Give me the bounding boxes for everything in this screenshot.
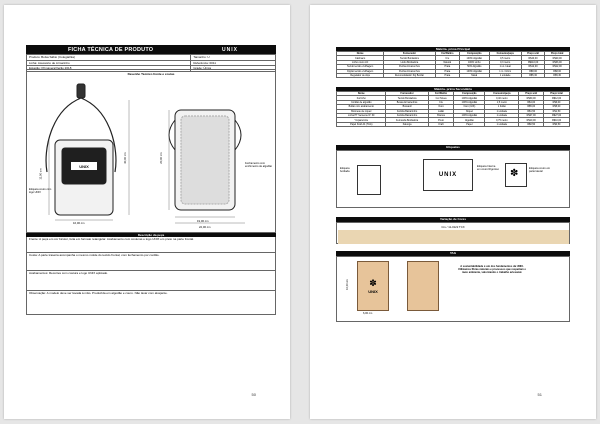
table-header-cell: Fornecedor: [386, 92, 428, 96]
table-cell: R$10,00: [544, 118, 570, 122]
tag-logo: UNIX: [368, 289, 378, 294]
table-header-cell: Consumo/peça: [489, 52, 521, 56]
table-cell: 100% Algodão: [460, 56, 490, 60]
table-cell: 1 botão: [485, 105, 519, 109]
table-header-cell: Fornecedor: [384, 52, 435, 56]
bag-back: [169, 110, 241, 210]
section-costa: Costa: A parte traseira acompanha o mesmo molde do tecido frontal, com fechamento por cordão.: [26, 253, 276, 271]
table-header-cell: Composição: [460, 52, 490, 56]
table-cell: Bossa Armazenhos: [386, 100, 428, 104]
tag-title: TAG: [336, 251, 570, 256]
table-header-cell: Nome: [337, 92, 386, 96]
color-swatch: [338, 230, 569, 244]
table-cell: R$8,00: [545, 69, 570, 73]
table-cell: R$110,00: [521, 60, 545, 64]
dim-label: 40,00 cm: [122, 152, 127, 164]
table-cell: Metal: [460, 73, 490, 77]
bag-front: [46, 84, 116, 215]
page-left: [4, 5, 290, 419]
table-cell: Tecido Bordadora: [386, 96, 428, 100]
label-fechamento: Fechamento com enchimento de algodão: [245, 162, 272, 168]
brand-logo: UNIX: [222, 46, 238, 53]
etiquetas-box: [336, 150, 570, 208]
table-header-cell: Consumo/peça: [485, 92, 519, 96]
table-row: [337, 73, 570, 77]
table-cell: R$5,30: [545, 73, 570, 77]
table-cell: R$40,00: [521, 56, 545, 60]
technical-drawing: [26, 69, 276, 233]
table-cell: Botonete de níquel: [337, 109, 386, 113]
sheet-title: FICHA TÉCNICA DE PRODUTO: [68, 46, 154, 53]
table-cell: 0,3 metro: [489, 60, 521, 64]
materials-main-table: [336, 51, 570, 78]
etiqueta-logo: UNIX: [438, 172, 458, 178]
tag-box: [336, 256, 570, 322]
page-right: [310, 5, 596, 419]
table-cell: Cru: [428, 100, 454, 104]
table-cell: Prata: [435, 65, 459, 69]
section-acabamentos: Acabamentos: Recortes com costura e logo UNIX aplicado.: [26, 271, 276, 291]
table1-title: Matéria- prima Principal: [336, 47, 570, 51]
table-cell: Branca: [428, 113, 454, 117]
etiqueta-label: Etiqueta Interna em couro Rigoroso: [477, 165, 499, 171]
dim-label: 11,00 cm: [38, 168, 43, 180]
info-cell: Produto: Bolsa Sábio (Colegial/ka): [27, 55, 191, 61]
table-cell: 100% Algodão: [460, 69, 490, 73]
table-cell: Preto: [428, 118, 454, 122]
table-cell: Prata: [435, 69, 459, 73]
table-cell: Forrinho: [337, 96, 386, 100]
table-cell: R$12,00: [521, 65, 545, 69]
table-cell: Cru: [435, 56, 459, 60]
table-cell: 100% Linho: [460, 60, 490, 64]
table-cell: Botão com acabamento: [337, 105, 386, 109]
table-cell: Bossanil: [386, 105, 428, 109]
materials-secondary-table: [336, 91, 570, 127]
cores-title: Variação de Cores: [336, 217, 570, 222]
sheet-header: [26, 45, 276, 54]
tag-bee-icon: ✽: [369, 278, 377, 288]
page-number: 51: [537, 392, 542, 397]
info-cell: Estação: Primavera/Verão 2018: [27, 66, 191, 72]
table-cell: Kalunga: [386, 122, 428, 126]
table-cell: Penha Armazenhos: [384, 65, 435, 69]
info-cell: Linha: Acessório de Armarinho: [27, 60, 191, 66]
table-cell: R$12,00: [544, 96, 570, 100]
table-cell: Cordão de algodão: [337, 100, 386, 104]
bee-icon: ✽: [510, 168, 519, 179]
etiqueta-interna: [423, 159, 473, 191]
table-cell: 1 unidade: [485, 122, 519, 126]
table-header-cell: Preço unit: [521, 52, 545, 56]
table-cell: Cádmaco: [337, 56, 384, 60]
info-cell: Tamanho: U: [191, 55, 276, 61]
table-header-cell: Preço unit: [519, 92, 544, 96]
table-cell: Linho couro LN: [337, 60, 384, 64]
table-cell: Regulador de Alça: [337, 73, 384, 77]
table-cell: 50% Algodão: [460, 65, 490, 69]
dim-label: 20,00 cm: [158, 152, 163, 164]
table-cell: 1 unidade: [489, 73, 521, 77]
table-cell: Kraft: [428, 122, 454, 126]
table-cell: 100% Algodão: [454, 113, 485, 117]
dim-label: 19,00 cm: [197, 219, 209, 223]
table-cell: R$0,50: [519, 122, 544, 126]
tag-back: [407, 261, 439, 311]
table-cell: Ouro (10K): [454, 105, 485, 109]
section-frente: Frente: A peça em cor bicolor, feita em formato retangular. Acabamento com costuras e logo UNIX em preto na parte frontal.: [26, 237, 276, 253]
table-header-cell: Nome: [337, 52, 384, 56]
table-cell: R$6,00: [544, 100, 570, 104]
table-cell: Papel Kraft A4 (TAG): [337, 122, 386, 126]
table-cell: R$8,00: [521, 69, 545, 73]
table-cell: 0,5 metro: [489, 56, 521, 60]
cores-box: [336, 222, 570, 244]
table-cell: R$12,00: [545, 65, 570, 69]
tag-dim-w: 6,00 cm: [363, 312, 373, 315]
table-cell: Cor Nívea: [428, 96, 454, 100]
table-cell: Lindo Bordadora: [384, 60, 435, 64]
table-cell: R$10,00: [519, 118, 544, 122]
table-cell: Penha Armazenhos: [384, 69, 435, 73]
etiqueta-label: Etiqueta bordada: [340, 167, 350, 173]
table-cell: R$0,50: [544, 122, 570, 126]
table-header-cell: Preço total: [544, 92, 570, 96]
table-cell: Ymparacorte: [337, 118, 386, 122]
table-header-cell: Preço total: [545, 52, 570, 56]
table-cell: Níquel: [454, 109, 485, 113]
table-cell: R$1,50: [544, 109, 570, 113]
table-cell: 0,40 metro: [485, 96, 519, 100]
table-cell: Tecido tecido ervilhagem: [337, 65, 384, 69]
table-header-cell: Composição: [454, 92, 485, 96]
table-cell: Natural: [435, 60, 459, 64]
table-cell: 0,75 metro: [485, 118, 519, 122]
table-cell: R$27,00: [544, 113, 570, 117]
table-header-cell: Cor/Ranho: [428, 92, 454, 96]
table-cell: R$5,00: [544, 105, 570, 109]
table-cell: Felicita Bazaminho: [386, 109, 428, 113]
table-cell: R$27,00: [519, 113, 544, 117]
table-cell: Latão: [428, 109, 454, 113]
table-cell: 100% Algodão: [454, 100, 485, 104]
section-observacao: Observação: A modelo deve ser lavada à mão. Produzida em algodão e couro. Não lavar com alvejante.: [26, 291, 276, 315]
front-logo: UNIX: [79, 164, 89, 169]
table-cell: 1 unidade: [485, 113, 519, 117]
table-cell: Tecido Bordadora: [384, 56, 435, 60]
info-cell: Referência: 0011: [191, 60, 276, 66]
tag-text: A sustentabilidade é um dos fundamentos da UNIX. Utilizamos fibras naturais e processos que respeitam o meio ambiente, valorizando o trabalho artesanal.: [457, 265, 527, 275]
table-cell: Prata: [435, 73, 459, 77]
table-cell: Algodão: [454, 118, 485, 122]
table-cell: R$30,00: [519, 96, 544, 100]
bag-drawing-svg: [27, 70, 277, 234]
drawing-title: Desenho Técnico frente e costas: [127, 72, 175, 76]
table-cell: 1,5 metro: [485, 100, 519, 104]
table-cell: Fernanda Bordadora: [386, 118, 428, 122]
table-cell: 100% Algodão: [454, 96, 485, 100]
table-cell: Papel: [454, 122, 485, 126]
etiquetas-title: Etiquetas: [336, 145, 570, 150]
table-header-cell: Cor/Ranho: [435, 52, 459, 56]
table-cell: R$4,00: [519, 100, 544, 104]
cores-label: Cru / 11-0122 TCX: [441, 225, 465, 229]
table-cell: R$33,00: [545, 60, 570, 64]
label-etiqueta: Etiqueta couro com logo UNIX: [29, 188, 52, 194]
table-cell: R$20,00: [545, 56, 570, 60]
table-row: [337, 122, 570, 126]
page-number: 50: [251, 392, 256, 397]
table-cell: Ouro: [428, 105, 454, 109]
dim-label: 22,00 cm: [199, 225, 211, 229]
table-cell: 1 un. Ideal: [489, 65, 521, 69]
dim-label: 16,00 cm: [73, 221, 85, 225]
table-cell: R$1,50: [519, 109, 544, 113]
tag-dim-h: 10,00 cm: [345, 279, 349, 290]
table-cell: Opção tecido ervilhagem: [337, 69, 384, 73]
table-cell: 1 unidade: [485, 109, 519, 113]
etiqueta-bordada: [357, 165, 381, 195]
tag-front: [357, 261, 389, 311]
table-cell: Reconsolidador/ Zig Bordar: [384, 73, 435, 77]
table-cell: Felicita Bazaminho: [386, 113, 428, 117]
table2-title: Matéria- prima Secundária: [336, 87, 570, 91]
table-cell: 1 m / 10cm: [489, 69, 521, 73]
section-header: Descrição da peça: [26, 233, 276, 237]
table-cell: Linha PT Semente Nº 30: [337, 113, 386, 117]
info-cell: Grade: Única: [191, 66, 276, 72]
table-cell: R$5,30: [521, 73, 545, 77]
etiqueta-label: Etiqueta couro em parte lateral: [529, 167, 551, 173]
table-cell: R$5,00: [519, 105, 544, 109]
